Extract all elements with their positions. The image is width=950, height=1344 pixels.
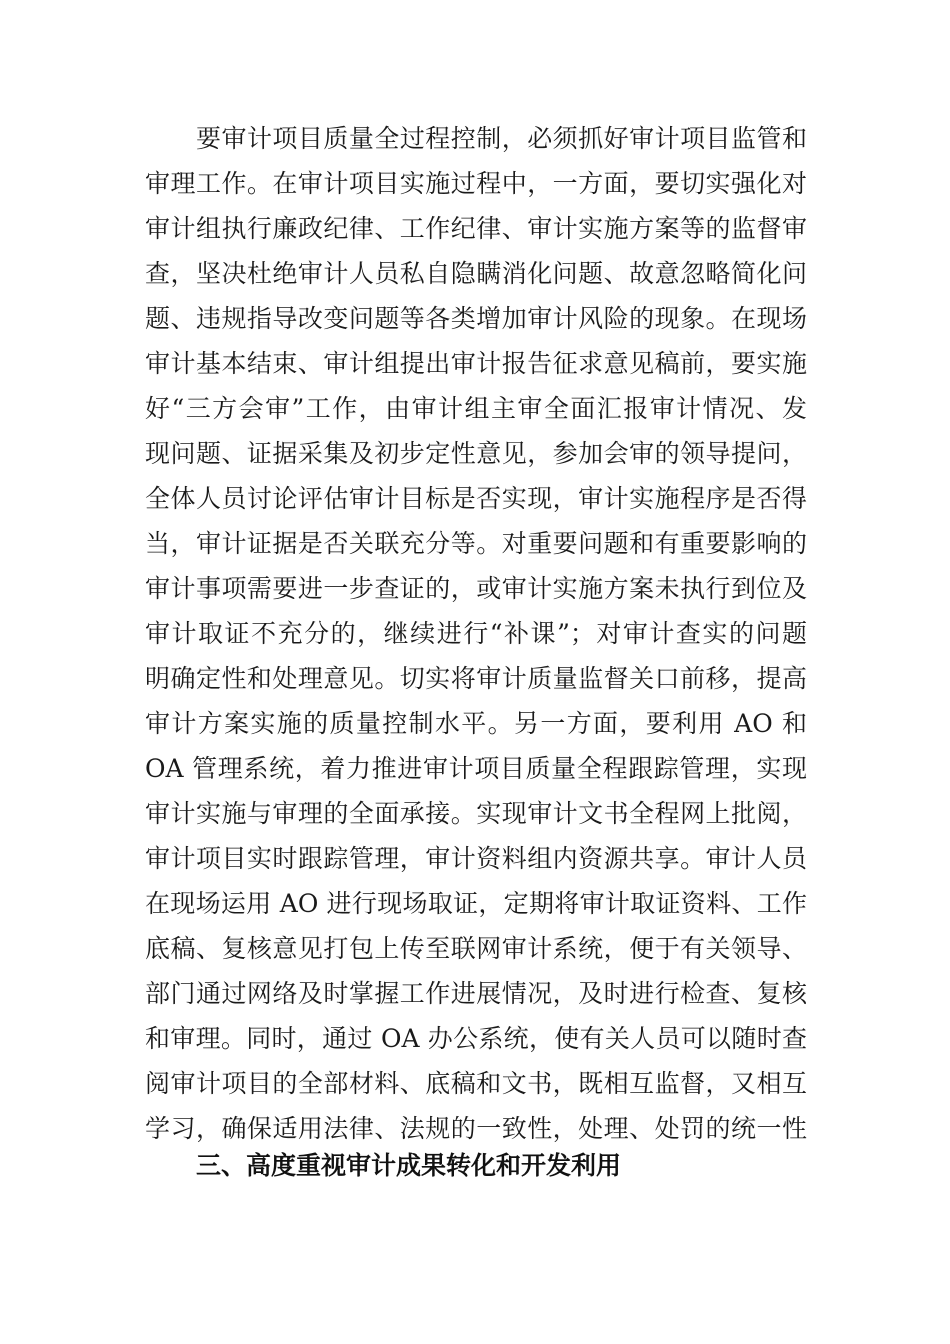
- paragraph-line-17: 审计项目实时跟踪管理，审计资料组内资源共享。审计人员: [145, 844, 807, 873]
- paragraph-line-10: 当，审计证据是否关联充分等。对重要问题和有重要影响的: [145, 529, 807, 558]
- paragraph-line-19: 底稿、复核意见打包上传至联网审计系统，便于有关领导、: [145, 934, 807, 963]
- paragraph-line-3: 审计组执行廉政纪律、工作纪律、审计实施方案等的监督审: [145, 214, 807, 243]
- paragraph-line-21: 和审理。同时，通过 OA 办公系统，使有关人员可以随时查: [145, 1024, 807, 1053]
- paragraph-line-6: 审计基本结束、审计组提出审计报告征求意见稿前，要实施: [145, 349, 807, 378]
- paragraph-line-7: 好“三方会审”工作，由审计组主审全面汇报审计情况、发: [145, 394, 807, 423]
- paragraph-line-8: 现问题、证据采集及初步定性意见，参加会审的领导提问，: [145, 439, 807, 468]
- paragraph-line-5: 题、违规指导改变问题等各类增加审计风险的现象。在现场: [145, 304, 807, 333]
- paragraph-line-23: 学习，确保适用法律、法规的一致性，处理、处罚的统一性: [145, 1114, 807, 1143]
- paragraph-line-20: 部门通过网络及时掌握工作进展情况，及时进行检查、复核: [145, 979, 807, 1008]
- paragraph-line-22: 阅审计项目的全部材料、底稿和文书，既相互监督，又相互: [145, 1069, 807, 1098]
- paragraph-line-1: 要审计项目质量全过程控制，必须抓好审计项目监管和: [196, 124, 807, 153]
- paragraph-line-14: 审计方案实施的质量控制水平。另一方面，要利用 AO 和: [145, 709, 807, 738]
- paragraph-line-18: 在现场运用 AO 进行现场取证，定期将审计取证资料、工作: [145, 889, 807, 918]
- paragraph-line-9: 全体人员讨论评估审计目标是否实现，审计实施程序是否得: [145, 484, 807, 513]
- paragraph-line-11: 审计事项需要进一步查证的，或审计实施方案未执行到位及: [145, 574, 807, 603]
- paragraph-line-12: 审计取证不充分的，继续进行“补课”；对审计查实的问题: [145, 619, 807, 648]
- paragraph-line-13: 明确定性和处理意见。切实将审计质量监督关口前移，提高: [145, 664, 807, 693]
- paragraph-line-15: OA 管理系统，着力推进审计项目质量全程跟踪管理，实现: [145, 754, 807, 783]
- paragraph-line-2: 审理工作。在审计项目实施过程中，一方面，要切实强化对: [145, 169, 807, 198]
- section-heading: 三、高度重视审计成果转化和开发利用: [196, 1151, 622, 1180]
- paragraph-line-16: 审计实施与审理的全面承接。实现审计文书全程网上批阅，: [145, 799, 807, 828]
- paragraph-line-4: 查，坚决杜绝审计人员私自隐瞒消化问题、故意忽略简化问: [145, 259, 807, 288]
